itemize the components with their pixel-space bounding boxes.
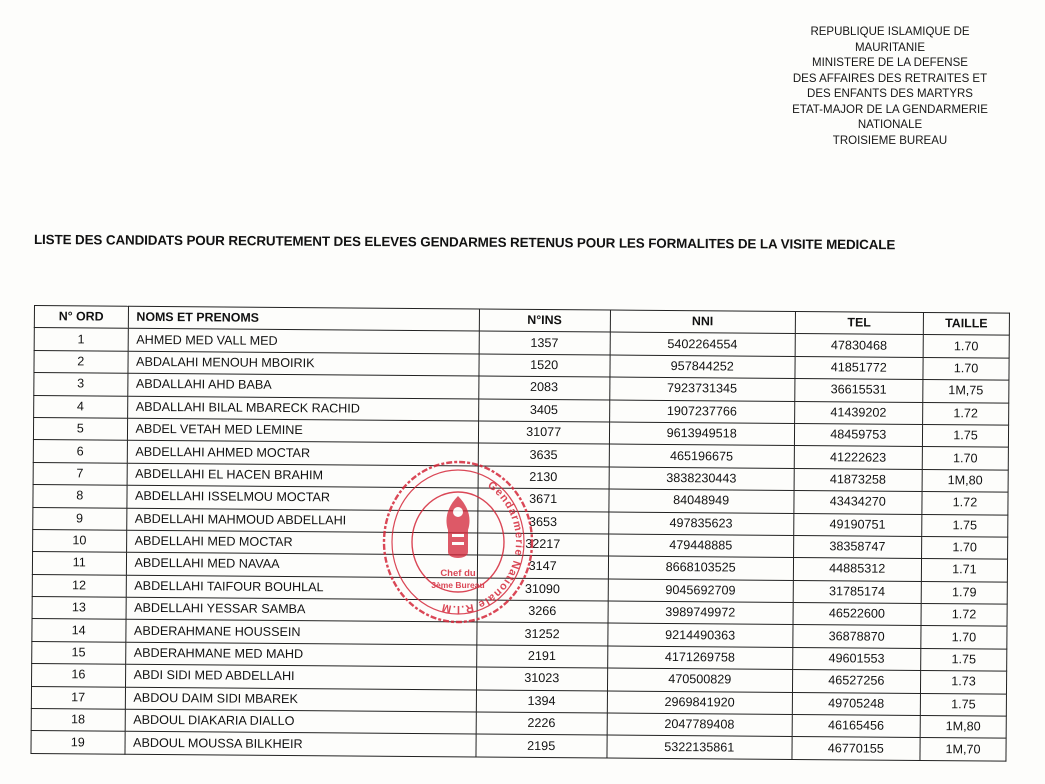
column-header-nni: NNI <box>610 310 795 334</box>
cell-name: ABDOUL DIAKARIA DIALLO <box>125 709 476 734</box>
cell-nni: 2969841920 <box>607 691 792 715</box>
cell-ord: 16 <box>32 664 126 687</box>
cell-ins: 3405 <box>478 399 609 422</box>
cell-ord: 18 <box>31 709 125 732</box>
cell-tel: 48459753 <box>794 423 923 446</box>
cell-ord: 17 <box>31 686 125 709</box>
column-header-taille: TAILLE <box>923 312 1009 335</box>
cell-ord: 2 <box>34 350 128 373</box>
cell-name: ABDELLAHI MED NAVAA <box>126 553 477 578</box>
cell-nni: 957844252 <box>610 355 795 379</box>
cell-nni: 1907237766 <box>609 400 794 424</box>
cell-tel: 49705248 <box>792 692 921 715</box>
cell-ord: 4 <box>34 395 128 418</box>
cell-taille: 1.70 <box>922 536 1008 559</box>
table-body <box>31 328 1009 761</box>
cell-tel: 49601553 <box>792 647 921 670</box>
cell-tel: 31785174 <box>793 580 922 603</box>
cell-name: ABDALLAHI BILAL MBARECK RACHID <box>127 396 478 421</box>
cell-ins: 2130 <box>478 466 609 489</box>
cell-nni: 9613949518 <box>609 422 794 446</box>
cell-ord: 3 <box>34 373 128 396</box>
cell-ord: 5 <box>33 417 127 440</box>
cell-taille: 1M,80 <box>922 469 1008 492</box>
cell-ins: 3635 <box>478 443 609 466</box>
cell-taille: 1.73 <box>920 671 1006 694</box>
cell-nni: 465196675 <box>609 444 794 468</box>
institution-header <box>770 25 1010 149</box>
stamp-ring-text: Gendarmerie Nationale R.I.M <box>439 479 525 616</box>
cell-taille: 1.72 <box>923 402 1009 425</box>
cell-ins: 2083 <box>478 376 609 399</box>
cell-taille: 1M,70 <box>920 738 1006 761</box>
cell-name: ABDELLAHI MAHMOUD ABDELLAHI <box>126 508 477 533</box>
cell-tel: 41873258 <box>794 468 923 491</box>
cell-ord: 13 <box>32 597 126 620</box>
cell-tel: 41222623 <box>794 446 923 469</box>
cell-taille: 1.70 <box>923 357 1009 380</box>
cell-tel: 49190751 <box>793 513 922 536</box>
cell-nni: 9045692709 <box>608 579 793 603</box>
header-line: DES AFFAIRES DES RETRAITES ET <box>792 72 988 85</box>
cell-ins: 3266 <box>477 600 608 623</box>
cell-ins: 31090 <box>477 578 608 601</box>
cell-ord: 6 <box>33 440 127 463</box>
header-line: MINISTERE DE LA DEFENSE <box>812 57 968 69</box>
cell-nni: 9214490363 <box>608 623 793 647</box>
cell-ord: 9 <box>33 507 127 530</box>
candidates-table <box>30 305 1009 761</box>
cell-name: ABDEL VETAH MED LEMINE <box>127 418 478 443</box>
cell-ins: 3671 <box>477 488 608 511</box>
cell-name: ABDERAHMANE MED MAHD <box>125 642 476 667</box>
cell-ins: 3147 <box>477 555 608 578</box>
cell-tel: 38358747 <box>793 535 922 558</box>
cell-tel: 47830468 <box>795 334 924 357</box>
cell-taille: 1.75 <box>922 424 1008 447</box>
cell-taille: 1.72 <box>922 492 1008 515</box>
cell-ins: 2226 <box>476 712 607 735</box>
cell-name: ABDALAHI MENOUH MBOIRIK <box>127 351 478 376</box>
cell-ins: 31252 <box>476 622 607 645</box>
cell-name: ABDI SIDI MED ABDELLAHI <box>125 664 476 689</box>
cell-name: ABDOU DAIM SIDI MBAREK <box>125 687 476 712</box>
cell-taille: 1.79 <box>921 581 1007 604</box>
cell-ins: 1394 <box>476 690 607 713</box>
cell-nni: 5322135861 <box>607 735 792 759</box>
cell-taille: 1.71 <box>921 559 1007 582</box>
header-line: ETAT-MAJOR DE LA GENDARMERIE <box>792 103 988 116</box>
cell-taille: 1.70 <box>922 447 1008 470</box>
cell-tel: 44885312 <box>793 558 922 581</box>
cell-tel: 46770155 <box>792 737 921 760</box>
header-line: REPUBLIQUE ISLAMIQUE DE <box>810 26 970 38</box>
cell-ins: 3653 <box>477 511 608 534</box>
cell-name: ABDERAHMANE HOUSSEIN <box>125 620 476 645</box>
cell-ord: 7 <box>33 462 127 485</box>
cell-name: ABDELLAHI ISSELMOU MOCTAR <box>126 485 477 510</box>
cell-name: ABDALLAHI AHD BABA <box>127 373 478 398</box>
header-line: MAURITANIE <box>854 41 926 54</box>
cell-name: ABDELLAHI TAIFOUR BOUHLAL <box>126 575 477 600</box>
cell-name: ABDELLAHI AHMED MOCTAR <box>127 441 478 466</box>
cell-ord: 15 <box>32 641 126 664</box>
cell-ins: 2195 <box>475 734 606 757</box>
cell-nni: 3838230443 <box>609 467 794 491</box>
header-line: NATIONALE <box>857 119 923 131</box>
cell-tel: 46522600 <box>793 603 922 626</box>
cell-ins: 1520 <box>478 354 609 377</box>
cell-name: AHMED MED VALL MED <box>128 329 479 354</box>
cell-nni: 479448885 <box>608 534 793 558</box>
cell-taille: 1.70 <box>923 335 1009 358</box>
cell-nni: 2047789408 <box>607 713 792 737</box>
cell-tel: 36878870 <box>792 625 921 648</box>
header-line: DES ENFANTS DES MARTYRS <box>807 88 973 100</box>
cell-name: ABDELLAHI MED MOCTAR <box>126 530 477 555</box>
cell-nni: 470500829 <box>607 668 792 692</box>
cell-ord: 14 <box>32 619 126 642</box>
column-header-tel: TEL <box>795 311 924 334</box>
column-header-ord: N° ORD <box>34 306 128 329</box>
cell-ord: 8 <box>33 485 127 508</box>
cell-ord: 11 <box>32 552 126 575</box>
cell-tel: 46527256 <box>792 670 921 693</box>
cell-name: ABDOUL MOUSSA BILKHEIR <box>124 732 475 757</box>
cell-nni: 7923731345 <box>610 377 795 401</box>
column-header-name: NOMS ET PRENOMS <box>128 306 479 331</box>
cell-taille: 1M,80 <box>920 716 1006 739</box>
cell-taille: 1.70 <box>921 626 1007 649</box>
cell-taille: 1M,75 <box>923 380 1009 403</box>
cell-taille: 1.75 <box>921 648 1007 671</box>
cell-ins: 1357 <box>479 331 610 354</box>
cell-nni: 497835623 <box>609 512 794 536</box>
document-title: LISTE DES CANDIDATS POUR RECRUTEMENT DES ELEVES GENDARMES RETENUS POUR LES FORMALITES DE LA VISITE MEDICALE <box>33 232 896 253</box>
cell-taille: 1.75 <box>920 693 1006 716</box>
cell-nni: 5402264554 <box>610 332 795 356</box>
cell-ins: 31023 <box>476 667 607 690</box>
cell-tel: 43434270 <box>793 491 922 514</box>
cell-nni: 3989749972 <box>608 601 793 625</box>
cell-name: ABDELLAHI EL HACEN BRAHIM <box>127 463 478 488</box>
cell-nni: 4171269758 <box>608 646 793 670</box>
cell-tel: 46165456 <box>792 714 921 737</box>
cell-tel: 36615531 <box>794 379 923 402</box>
cell-ins: 31077 <box>478 421 609 444</box>
cell-nni: 8668103525 <box>608 556 793 580</box>
cell-ord: 12 <box>32 574 126 597</box>
cell-tel: 41439202 <box>794 401 923 424</box>
cell-ord: 10 <box>33 529 127 552</box>
cell-taille: 1.75 <box>922 514 1008 537</box>
header-line: TROISIEME BUREAU <box>832 134 948 147</box>
cell-ins: 32217 <box>477 533 608 556</box>
cell-ord: 19 <box>31 731 125 754</box>
cell-ins: 2191 <box>476 645 607 668</box>
cell-taille: 1.72 <box>921 604 1007 627</box>
column-header-ins: N°INS <box>479 309 610 332</box>
cell-ord: 1 <box>34 328 128 351</box>
stamp-center-line1: Chef du <box>440 568 476 579</box>
cell-tel: 41851772 <box>795 356 924 379</box>
cell-name: ABDELLAHI YESSAR SAMBA <box>126 597 477 622</box>
stamp-center-line2: 3ème Bureau <box>431 580 485 590</box>
cell-nni: 84048949 <box>609 489 794 513</box>
